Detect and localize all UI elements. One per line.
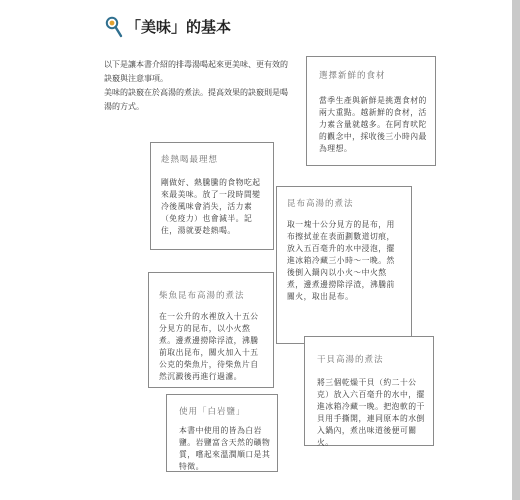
page-title: 「美味」的基本 <box>126 18 232 36</box>
card-title: 昆布高湯的煮法 <box>287 199 354 209</box>
card-body: 本書中使用的皆為白岩鹽。岩鹽富含天然的礦物質，嚐起來溫潤順口是其特徵。 <box>179 426 271 471</box>
card-bonito-kombu-broth <box>148 272 274 388</box>
card-body: 剛做好、熱騰騰的食物吃起來最美味。放了一段時間變冷後風味會消失，活力素（免疫力）也會減半。記住，湯就要趁熱喝。 <box>161 178 261 235</box>
card-body: 取一塊十公分見方的昆布，用布擦拭並在表面劃數道切痕，放入五百毫升的水中浸泡，擺進冰箱冷藏三小時～一晚。然後倒入鍋內以小火～中火熬煮，邊煮邊撈除浮渣，沸騰前關火，取出昆布。 <box>287 220 395 301</box>
card-fresh-ingredients <box>306 56 436 166</box>
card-kombu-broth <box>276 186 412 344</box>
card-title: 使用「白岩鹽」 <box>179 407 246 417</box>
intro-paragraph: 美味的訣竅在於高湯的煮法。提高效果的訣竅則是喝湯的方式。 <box>104 88 288 111</box>
card-body: 將三個乾燥干貝（約二十公克）放入六百毫升的水中，擺進冰箱冷藏一晚。把泡軟的干貝用手撕開，連同原本的水倒入鍋內，煮出味道後便可關火。 <box>317 378 425 447</box>
intro-text <box>104 58 294 114</box>
card-title: 選擇新鮮的食材 <box>319 71 386 81</box>
card-title: 柴魚昆布高湯的煮法 <box>159 291 245 301</box>
card-title: 干貝高湯的煮法 <box>317 355 384 365</box>
card-body: 當季生產與新鮮是挑選食材的兩大重點。越新鮮的食材，活力素含量就越多。在阿育吠陀的觀念中，採收後三小時內最為理想。 <box>319 96 427 153</box>
page-edge <box>512 0 520 500</box>
card-white-rock-salt <box>166 394 278 472</box>
card-scallop-broth <box>304 336 434 446</box>
card-body: 在一公升的水裡放入十五公分見方的昆布，以小火熬煮。邊煮邊撈除浮渣，沸騰前取出昆布，關火加入十五公克的柴魚片，待柴魚片自然沉澱後再進行過濾。 <box>159 312 259 381</box>
card-title: 趁熱喝最理想 <box>161 155 219 165</box>
spoon-magnifier-icon <box>104 16 124 38</box>
intro-paragraph: 以下是讓本書介紹的排毒湯喝起來更美味、更有效的訣竅與注意事項。 <box>104 60 288 83</box>
card-drink-hot <box>150 142 274 250</box>
